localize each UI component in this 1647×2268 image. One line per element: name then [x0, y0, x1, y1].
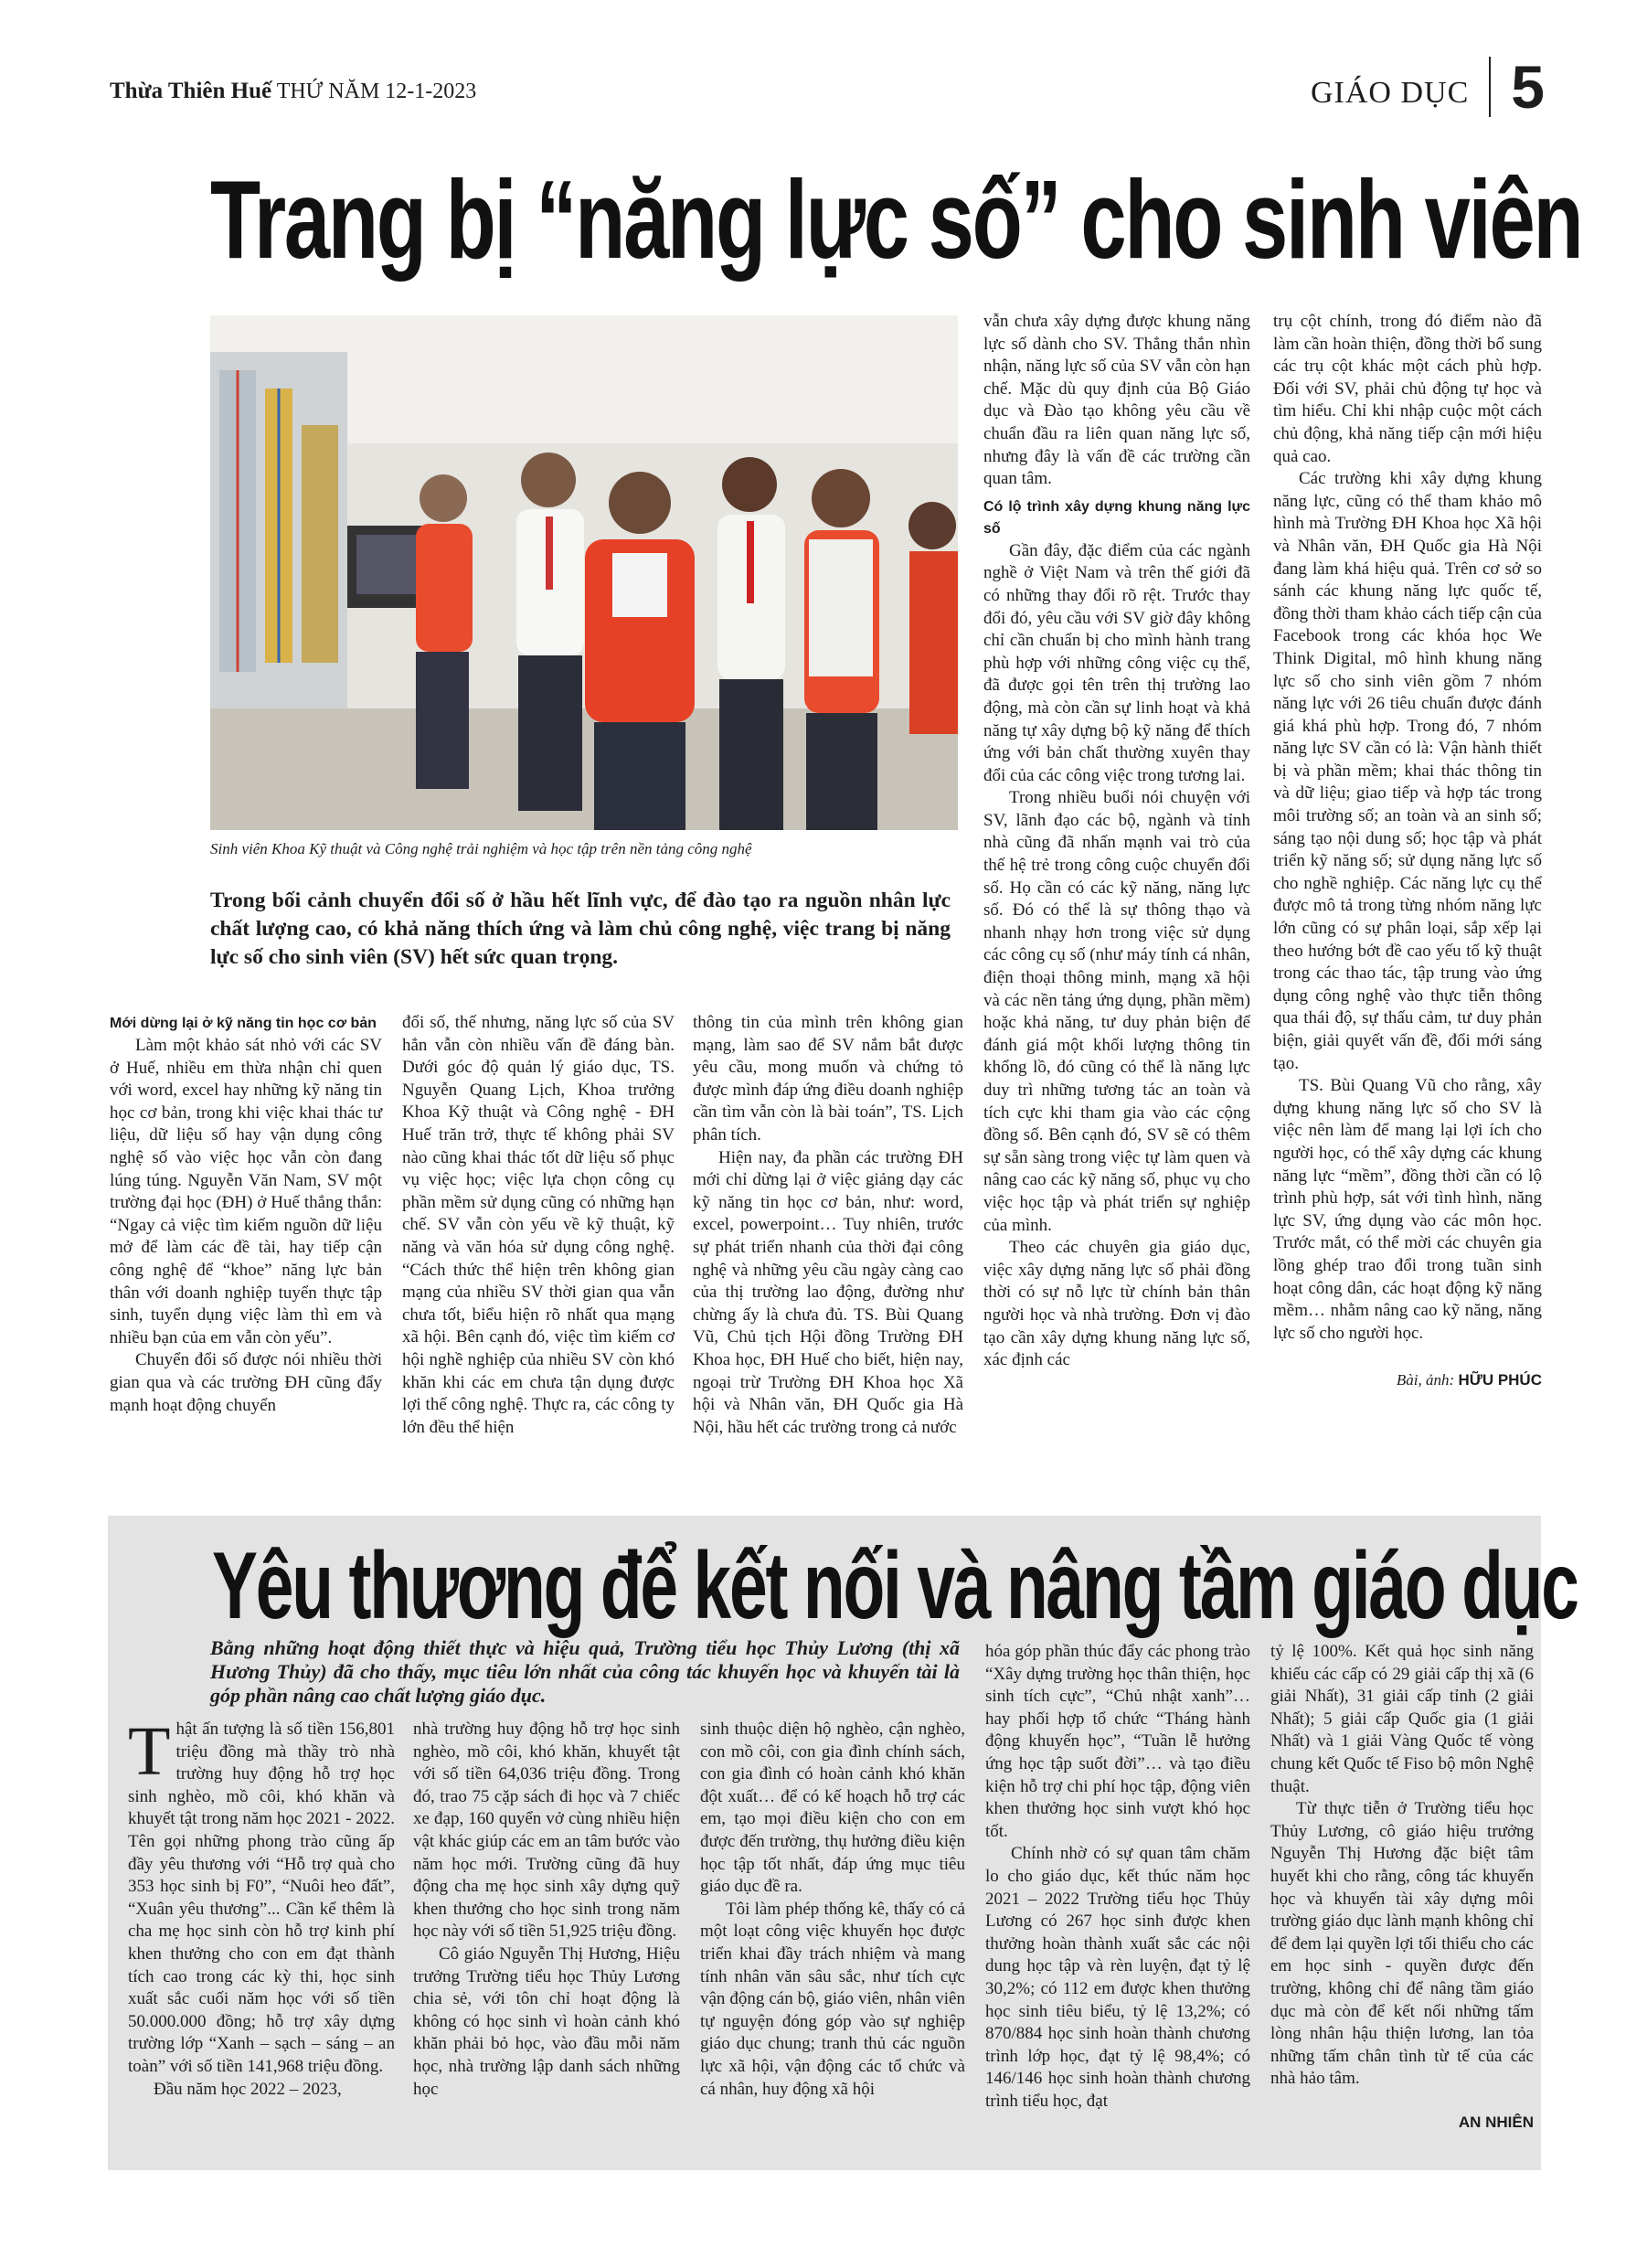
article2-title: Yêu thương để kết nối và nâng tầm giáo dục: [212, 1533, 1578, 1639]
article2-column-1: [128, 1713, 395, 2101]
photo-caption: Sinh viên Khoa Kỹ thuật và Công nghệ trải nghiệm và học tập trên nền tảng công nghệ: [210, 840, 752, 857]
article1-column-2: [402, 1012, 675, 1439]
article2-column-2: [413, 1719, 680, 2101]
article1-column-5: [1273, 311, 1542, 1390]
paragraph: tỷ lệ 100%. Kết quả học sinh năng khiếu các cấp có 29 giải cấp thị xã (6 giải Nhất), 31 giải cấp tỉnh (2 giải Nhất); 5 giải cấp Quốc gia (1 giải Nhất) và 1 giải Vàng Quốc tế vòng chung kết Quốc tế Fiso bộ môn Nghệ thuật.: [1270, 1642, 1534, 1796]
paragraph: TS. Bùi Quang Vũ cho rằng, xây dựng khung năng lực số cho SV là việc nên làm để mang lại lợi ích cho người học, có thể xây dựng các khung năng lực “mềm”, đồng thời cần có lộ trình phù hợp, sát với tình hình, năng lực SV, ứng dụng vào các môn học. Trước mắt, có thể mời các chuyên gia lồng ghép trao đổi trong tuần sinh hoạt công dân, các hoạt động kỹ năng mềm… nhằm nâng cao kỹ năng, năng lực số cho người học.: [1273, 1076, 1542, 1343]
paragraph: Tôi làm phép thống kê, thấy có cả một loạt công việc khuyến học được triển khai đầy trách nhiệm và mang tính nhân văn sâu sắc, như tích cực vận động cán bộ, giáo viên, nhân viên tự nguyện đóng góp vào sự nghiệp giáo dục chung; tranh thủ các nguồn lực xã hội, vận động các tổ chức và cá nhân, huy động xã hội: [700, 1899, 965, 2099]
subheading: Có lộ trình xây dựng khung năng lực số: [983, 498, 1250, 537]
paragraph: Các trường khi xây dựng khung năng lực, cũng có thể tham khảo mô hình mà Trường ĐH Khoa học Xã hội và Nhân văn, ĐH Quốc gia Hà Nội đang làm khá hiệu quả. Trên cơ sở so sánh các khung năng lực quốc tế, đồng thời tham khảo cách tiếp cận của Facebook trong các khóa học We Think Digital, mô hình khung năng lực số cho sinh viên gồm 7 nhóm năng lực với 26 tiêu chuẩn được đánh giá khá phù hợp. Trong đó, 7 nhóm năng lực SV cần có là: Vận hành thiết bị và phần mềm; khai thác thông tin và dữ liệu; giao tiếp và hợp tác trong môi trường số; an toàn và an sinh số; sáng tạo nội dung số; học tập và phát triển kỹ năng số; sử dụng năng lực số cho nghề nghiệp. Các năng lực cụ thể được mô tả trong từng nhóm năng lực lớn cũng có sự phân loại, sắp xếp lại theo hướng bớt đề cao yếu tố kỹ thuật trong các thao tác, tập trung vào ứng dụng công nghệ vào thực tiễn thông qua thái độ, sự thấu cảm, tư duy phản biện, giải quyết vấn đề, đổi mới sáng tạo.: [1273, 469, 1542, 1073]
subheading: Mới dừng lại ở kỹ năng tin học cơ bản: [110, 1016, 377, 1031]
article1-title: Trang bị “năng lực số” cho sinh viên: [210, 157, 1582, 282]
paragraph: trụ cột chính, trong đó điểm nào đã làm cần hoàn thiện, đồng thời bổ sung các trụ cột khác một cách phù hợp. Đối với SV, phải chủ động tự học và tìm hiểu. Chỉ khi nhập cuộc một cách chủ động, khả năng tiếp cận mới hiệu quả cao.: [1273, 312, 1542, 466]
paragraph: hóa góp phần thúc đẩy các phong trào “Xây dựng trường học thân thiện, học sinh tích cực”, “Chủ nhật xanh”… hay phối hợp tổ chức “Tháng hành động khuyến học”, “Tuần lễ hưởng ứng học tập suốt đời”… và tạo điều kiện hỗ trợ chi phí học tập, động viên khen thưởng học sinh vượt khó học tốt.: [985, 1642, 1250, 1841]
article1-byline: [1273, 1370, 1542, 1390]
paragraph: Gần đây, đặc điểm của các ngành nghề ở Việt Nam và trên thế giới đã có những thay đổi rõ rệt. Trước thay đổi đó, yêu cầu với SV giờ đây không chỉ cần chuẩn bị cho mình hành trang phù hợp với những công việc cụ thể, đã được gọi tên trên thị trường lao động, mà còn cần sự linh hoạt và khả năng tự xây dựng bộ kỹ năng để thích ứng với bản chất thường xuyên thay đổi của các công việc trong tương lai.: [983, 540, 1250, 785]
article2-column-5: [1270, 1641, 1534, 2133]
students-lab-photo: [210, 315, 958, 830]
paragraph: Hiện nay, đa phần các trường ĐH mới chỉ dừng lại ở việc giảng dạy các kỹ năng tin học cơ bản, như: word, excel, powerpoint… Tuy nhiên, trước sự phát triển nhanh của thời đại công nghệ và những yêu cầu ngày càng cao của thị trường lao động, đường như chừng ấy là chưa đủ. TS. Bùi Quang Vũ, Chủ tịch Hội đồng Trường ĐH Khoa học, ĐH Huế cho biết, hiện nay, ngoại trừ Trường ĐH Khoa học Xã hội và Nhân văn, ĐH Quốc gia Hà Nội, hầu hết các trường trong cả nước: [693, 1147, 963, 1437]
paragraph: Chính nhờ có sự quan tâm chăm lo cho giáo dục, kết thúc năm học 2021 – 2022 Trường tiểu học Thủy Lương có 267 học sinh được khen thưởng hoàn thành xuất sắc các nội dung học tập và rèn luyện, đạt tỷ lệ 30,2%; có 112 em được khen thưởng học sinh tiêu biểu, tỷ lệ 13,2%; có 870/884 học sinh hoàn thành chương trình lớp học, đạt tỷ lệ 98,4%; có 146/146 học sinh hoàn thành chương trình tiểu học, đạt: [985, 1844, 1250, 2111]
article1-lead: Trong bối cảnh chuyển đổi số ở hầu hết lĩnh vực, để đào tạo ra nguồn nhân lực chất lượng cao, có khả năng thích ứng và làm chủ công nghệ, việc trang bị năng lực số cho sinh viên (SV) hết sức quan trọng.: [210, 889, 951, 970]
paragraph: Trong nhiều buổi nói chuyện với SV, lãnh đạo các bộ, ngành và tỉnh nhà cũng đã nhấn mạnh vai trò của thế hệ trẻ trong công cuộc chuyển đổi số. Họ cần có các kỹ năng, năng lực số. Đó có thể là sự thông thạo và nhanh nhạy hơn trong việc sử dụng các công cụ số (như máy tính cá nhân, điện thoại thông minh, mạng xã hội và các nền tảng ứng dụng, phần mềm) hoặc khả năng, tư duy phản biện để đánh giá một khối lượng thông tin khổng lồ, đó cũng có thể là năng lực duy trì những tương tác an toàn và tích cực khi tham gia vào các cộng đồng số. Bên cạnh đó, SV sẽ có thêm sự sẵn sàng trong việc tự làm quen và nâng cao các kỹ năng số, phục vụ cho việc học tập và phát triển sự nghiệp của mình.: [983, 788, 1250, 1235]
article2-byline: [1270, 2113, 1534, 2133]
drop-cap: T: [128, 1713, 171, 1790]
paragraph: Chuyển đổi số được nói nhiều thời gian qua và các trường ĐH cũng đẩy mạnh hoạt động chuyển: [110, 1350, 382, 1415]
article1-photo: [210, 315, 958, 830]
byline-author: HỮU PHÚC: [1458, 1371, 1542, 1390]
paragraph: [128, 1713, 395, 2079]
article1-column-4: [983, 311, 1250, 1372]
paragraph: Theo các chuyên gia giáo dục, việc xây dựng năng lực số phải đồng thời có sự nỗ lực từ chính bản thân người học và nhà trường. Đơn vị đào tạo cần xây dựng khung năng lực số, xác định các: [983, 1238, 1250, 1370]
section-name: GIÁO DỤC: [1311, 76, 1470, 110]
paragraph: đổi số, thế nhưng, năng lực số của SV hẳn vẫn còn nhiều vấn đề đáng bàn. Dưới góc độ quản lý giáo dục, TS. Nguyễn Quang Lịch, Khoa trưởng Khoa Kỹ thuật và Công nghệ - ĐH Huế trăn trở, thực tế không phải SV nào cũng khai thác tốt dữ liệu số phục vụ việc học; việc lựa chọn công cụ phần mềm sử dụng cũng có những hạn chế. SV vẫn còn yếu về kỹ thuật, kỹ năng và văn hóa sử dụng công nghệ. “Cách thức thể hiện trên không gian mạng của nhiều SV thời gian qua vẫn chưa tốt, biểu hiện rõ nhất qua mạng xã hội. Bên cạnh đó, việc tìm kiếm cơ hội nghề nghiệp của nhiều SV còn khó khăn khi các em chưa tận dụng được lợi thế công nghệ. Thực ra, các công ty lớn đều thể hiện: [402, 1013, 675, 1437]
byline-prefix: Bài, ảnh:: [1396, 1371, 1455, 1390]
paragraph: nhà trường huy động hỗ trợ học sinh nghèo, mồ côi, khó khăn, khuyết tật với số tiền 64,036 triệu đồng. Trong đó, trao 75 cặp sách đi học và 7 chiếc xe đạp, 160 quyển vở cùng nhiều hiện vật khác giúp các em an tâm bước vào năm học mới. Trường cũng đã huy động cha mẹ học sinh xây dựng quỹ khen thưởng cho học sinh trong năm học này với số tiền 51,925 triệu đồng.: [413, 1720, 680, 1942]
byline-author: AN NHIÊN: [1458, 2113, 1534, 2131]
article2-lead: Bằng những hoạt động thiết thực và hiệu quả, Trường tiểu học Thủy Lương (thị xã Hương Thủy) đã cho thấy, mục tiêu lớn nhất của công tác khuyến học và khuyến tài là góp phần nâng cao chất lượng giáo dục.: [210, 1636, 960, 1707]
article1-column-1: [110, 1013, 382, 1417]
paragraph: Làm một khảo sát nhỏ với các SV ở Huế, nhiều em thừa nhận chỉ quen với word, excel hay những kỹ năng tin học cơ bản, trong khi việc khai thác tư liệu, dữ liệu số hay vận dụng công nghệ số vào việc học vẫn còn đang lúng túng. Nguyễn Văn Nam, SV một trường đại học (ĐH) ở Huế thẳng thắn: “Ngay cả việc tìm kiếm nguồn dữ liệu mở để làm các đề tài, hay tiếp cận công nghệ để “khoe” năng lực bản thân với doanh nghiệp tuyển thực tập sinh, tuyển dụng việc làm thì em và nhiều bạn của em vẫn còn yếu”.: [110, 1036, 382, 1347]
article1-column-3: [693, 1012, 963, 1439]
paragraph: sinh thuộc diện hộ nghèo, cận nghèo, con mồ côi, con gia đình chính sách, con gia đình có hoàn cảnh khó khăn đột xuất… để có kế hoạch hỗ trợ các em, tạo mọi điều kiện cho con em được đến trường, thụ hưởng điều kiện học tập tốt nhất, đáp ứng mục tiêu giáo dục đề ra.: [700, 1720, 965, 1897]
paragraph-text: hật ấn tượng là số tiền 156,801 triệu đồng mà thầy trò nhà trường huy động hỗ trợ học sinh nghèo, mồ côi, khó khăn và khuyết tật trong năm học 2021 - 2022. Tên gọi những phong trào cũng ấp đầy yêu thương với “Hỗ trợ quà cho 353 học sinh bị F0”, “Nuôi heo đất”, “Xuân yêu thương”... Cần kể thêm là cha mẹ học sinh còn hỗ trợ kinh phí khen thưởng cho con em đạt thành tích cao trong các kỳ thi, học sinh xuất sắc cuối năm học với số tiền 50.000.000 đồng; hỗ trợ xây dựng trường lớp “Xanh – sạch – sáng – an toàn” với số tiền 141,968 triệu đồng.: [128, 1720, 395, 2076]
header-divider: [1489, 57, 1491, 117]
paragraph: thông tin của mình trên không gian mạng, làm sao để SV nắm bắt được yêu cầu, mong muốn và chứng tỏ được mình đáp ứng điều doanh nghiệp cần tìm vẫn còn là bài toán”, TS. Lịch phân tích.: [693, 1013, 963, 1145]
paragraph: Đầu năm học 2022 – 2023,: [154, 2079, 342, 2099]
paragraph: Từ thực tiễn ở Trường tiểu học Thủy Lương, cô giáo hiệu trưởng Nguyễn Thị Hương đặc biệt tâm huyết khi cho rằng, công tác khuyến học và khuyến tài xây dựng môi trường giáo dục lành mạnh không chỉ để đem lại quyền lợi tối thiểu cho các em học sinh - quyền được đến trường, không chỉ để nâng tầm giáo dục mà còn để kết nối những tấm lòng nhân hậu thiện lương, lan tỏa những tấm chân tình từ tế của các nhà hảo tâm.: [1270, 1799, 1534, 2089]
issue-date: THỨ NĂM 12-1-2023: [276, 80, 477, 103]
paragraph: Cô giáo Nguyễn Thị Hương, Hiệu trưởng Trường tiểu học Thủy Lương chia sẻ, với tôn chỉ hoạt động là không có học sinh vì hoàn cảnh khó khăn phải bỏ học, vào đầu mỗi năm học, nhà trường lập danh sách những học: [413, 1943, 680, 2099]
paper-name: Thừa Thiên Huế: [110, 79, 272, 103]
article2-column-4: [985, 1641, 1250, 2113]
page-number: 5: [1511, 53, 1545, 121]
section-header: [1311, 53, 1545, 121]
masthead: [110, 79, 476, 104]
paragraph: vẫn chưa xây dựng được khung năng lực số dành cho SV. Thẳng thắn nhìn nhận, năng lực số của SV vẫn còn hạn chế. Mặc dù quy định của Bộ Giáo dục và Đào tạo không yêu cầu về chuẩn đầu ra liên quan năng lực số, nhưng đây là vấn đề các trường cần quan tâm.: [983, 312, 1250, 489]
article2-column-3: [700, 1719, 965, 2101]
